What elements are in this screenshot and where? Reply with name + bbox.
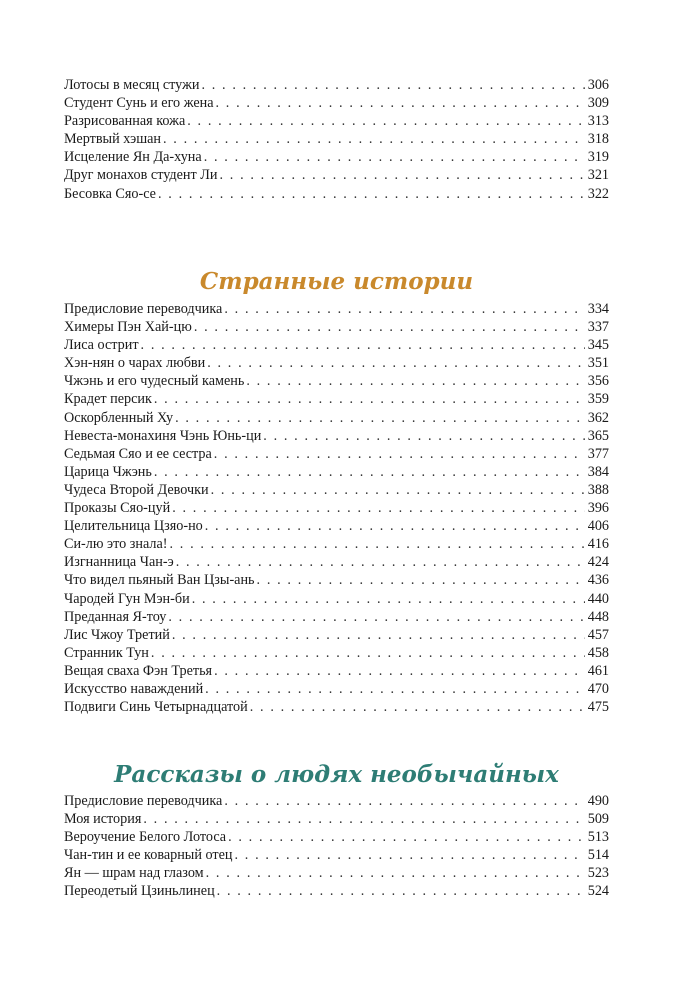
dot-leader: [201, 76, 584, 94]
dot-leader: [169, 535, 584, 553]
dot-leader: [151, 644, 585, 662]
toc-entry-title: Ян — шрам над глазом: [64, 865, 204, 882]
toc-entry-page-number: 509: [587, 811, 609, 828]
toc-entry-title: Лотосы в месяц стужи: [64, 77, 200, 93]
toc-entry-page-number: 362: [587, 409, 609, 426]
toc-entry-title: Вероучение Белого Лотоса: [64, 829, 227, 846]
toc-entry: [64, 427, 609, 445]
toc-entry-page-number: 436: [587, 572, 609, 589]
toc-entry-title: Чародей Гун Мэн-би: [64, 590, 190, 607]
toc-entry-page-number: 475: [587, 699, 609, 716]
toc-entry-title: Хэн-нян о чарах любви: [64, 355, 206, 372]
toc-entry-page-number: 514: [587, 847, 609, 864]
toc-entry-page-number: 334: [587, 301, 609, 317]
toc-entry-page-number: 359: [587, 391, 609, 408]
toc-entry-title: Оскорбленный Ху: [64, 409, 174, 426]
toc-entry: [64, 828, 609, 846]
toc-entry-title: Предисловие переводчика: [64, 793, 223, 809]
toc-entry: [64, 864, 609, 882]
dot-leader: [214, 662, 585, 680]
dot-leader: [205, 517, 585, 535]
toc-entry-page-number: 365: [587, 427, 609, 444]
toc-entry-page-number: 313: [587, 113, 609, 130]
toc-entry: [64, 481, 609, 499]
toc-entry: [64, 185, 609, 203]
toc-entry-page-number: 388: [587, 481, 609, 498]
dot-leader: [163, 130, 585, 148]
toc-entry-page-number: 337: [587, 319, 609, 336]
toc-entry-page-number: 318: [587, 131, 609, 148]
toc-entry-title: Предисловие переводчика: [64, 301, 223, 317]
dot-leader: [187, 112, 584, 130]
dot-leader: [211, 481, 585, 499]
toc-entry: [64, 94, 609, 112]
toc-entry-title: Преданная Я-тоу: [64, 608, 167, 625]
dot-leader: [141, 336, 585, 354]
toc-entry-title: Крадет персик: [64, 391, 152, 408]
toc-entry-title: Лиса острит: [64, 337, 139, 354]
toc-entry-page-number: 524: [587, 883, 609, 900]
toc-entry-title: Си-лю это знала!: [64, 536, 168, 553]
dot-leader: [250, 698, 585, 716]
toc-entry-page-number: 440: [587, 590, 609, 607]
toc-section-strange-stories: [64, 300, 609, 716]
toc-entry: [64, 445, 609, 463]
toc-entry-title: Переодетый Цзиньлинец: [64, 883, 215, 900]
toc-entry: [64, 372, 609, 390]
toc-entry-page-number: 356: [587, 373, 609, 390]
dot-leader: [168, 608, 584, 626]
toc-entry: [64, 608, 609, 626]
dot-leader: [216, 94, 585, 112]
dot-leader: [143, 810, 584, 828]
dot-leader: [204, 148, 585, 166]
toc-entry-title: Невеста-монахиня Чэнь Юнь-ци: [64, 427, 262, 444]
toc-entry: [64, 792, 609, 810]
toc-entry: [64, 810, 609, 828]
toc-entry: [64, 499, 609, 517]
toc-entry-page-number: 306: [587, 77, 609, 93]
toc-entry: [64, 300, 609, 318]
toc-entry-page-number: 322: [587, 185, 609, 202]
dot-leader: [263, 427, 584, 445]
toc-entry: [64, 390, 609, 408]
toc-entry: [64, 463, 609, 481]
toc-entry-title: Что видел пьяный Ван Цзы-ань: [64, 572, 255, 589]
toc-entry: [64, 626, 609, 644]
dot-leader: [205, 680, 585, 698]
toc-entry-page-number: 470: [587, 680, 609, 697]
toc-entry-page-number: 461: [587, 662, 609, 679]
section-heading-strange-stories: Странные истории: [199, 268, 474, 295]
toc-entry-title: Седьмая Сяо и ее сестра: [64, 445, 212, 462]
toc-entry-title: Чжэнь и его чудесный камень: [64, 373, 245, 390]
toc-entry: [64, 662, 609, 680]
toc-entry-page-number: 457: [587, 626, 609, 643]
toc-entry: [64, 698, 609, 716]
dot-leader: [217, 882, 585, 900]
section-heading-unusual-people: Рассказы о людях необычайных: [114, 761, 559, 788]
toc-entry-title: Подвиги Синь Четырнадцатой: [64, 699, 248, 716]
toc-entry: [64, 535, 609, 553]
toc-entry: [64, 644, 609, 662]
dot-leader: [219, 166, 584, 184]
toc-entry: [64, 354, 609, 372]
toc-entry: [64, 882, 609, 900]
toc-entry-title: Вещая сваха Фэн Третья: [64, 662, 213, 679]
toc-entry: [64, 680, 609, 698]
toc-section-unusual-people: [64, 792, 609, 901]
toc-entry-page-number: 309: [587, 95, 609, 112]
dot-leader: [214, 445, 585, 463]
dot-leader: [158, 185, 585, 203]
toc-entry-page-number: 416: [587, 536, 609, 553]
dot-leader: [206, 864, 585, 882]
toc-entry-page-number: 513: [587, 829, 609, 846]
dot-leader: [175, 409, 585, 427]
toc-entry-page-number: 321: [587, 167, 609, 184]
toc-entry-title: Целительница Цзяо-но: [64, 518, 203, 535]
toc-entry-title: Исцеление Ян Да-хуна: [64, 149, 202, 166]
dot-leader: [257, 571, 585, 589]
toc-entry-title: Студент Сунь и его жена: [64, 95, 214, 112]
toc-entry-page-number: 377: [587, 445, 609, 462]
toc-entry-title: Чан-тин и ее коварный отец: [64, 847, 233, 864]
toc-entry-page-number: 490: [587, 793, 609, 809]
toc-entry: [64, 148, 609, 166]
toc-entry-title: Проказы Сяо-цуй: [64, 500, 171, 517]
toc-entry-page-number: 448: [587, 608, 609, 625]
toc-entry-title: Моя история: [64, 811, 142, 828]
toc-entry-title: Друг монахов студент Ли: [64, 167, 218, 184]
toc-entry: [64, 112, 609, 130]
toc-entry: [64, 590, 609, 608]
toc-entry-title: Бесовка Сяо-се: [64, 185, 156, 202]
toc-entry: [64, 409, 609, 427]
dot-leader: [176, 553, 585, 571]
dot-leader: [192, 590, 585, 608]
dot-leader: [154, 390, 585, 408]
toc-entry-page-number: 384: [587, 463, 609, 480]
toc-entry: [64, 318, 609, 336]
dot-leader: [172, 499, 585, 517]
toc-entry-page-number: 406: [587, 518, 609, 535]
dot-leader: [154, 463, 585, 481]
toc-entry-title: Царица Чжэнь: [64, 463, 152, 480]
toc-entry-title: Химеры Пэн Хай-цю: [64, 319, 192, 336]
toc-entry: [64, 166, 609, 184]
toc-entry-title: Разрисованная кожа: [64, 113, 186, 130]
toc-entry: [64, 517, 609, 535]
toc-entry: [64, 76, 609, 94]
dot-leader: [224, 792, 584, 810]
dot-leader: [228, 828, 585, 846]
toc-entry-title: Изгнанница Чан-э: [64, 554, 174, 571]
toc-entry-page-number: 396: [587, 500, 609, 517]
dot-leader: [172, 626, 585, 644]
toc-entry-page-number: 319: [587, 149, 609, 166]
toc-entry-page-number: 523: [587, 865, 609, 882]
toc-entry: [64, 553, 609, 571]
toc-entry: [64, 846, 609, 864]
toc-section-continued: [64, 76, 609, 203]
toc-entry-title: Мертвый хэшан: [64, 131, 162, 148]
toc-entry-title: Чудеса Второй Девочки: [64, 481, 209, 498]
toc-entry-page-number: 351: [587, 355, 609, 372]
toc-entry: [64, 130, 609, 148]
dot-leader: [194, 318, 585, 336]
toc-entry: [64, 571, 609, 589]
dot-leader: [207, 354, 585, 372]
toc-entry-page-number: 424: [587, 554, 609, 571]
toc-entry-page-number: 345: [587, 337, 609, 354]
toc-entry-title: Странник Тун: [64, 644, 149, 661]
toc-entry: [64, 336, 609, 354]
dot-leader: [246, 372, 584, 390]
toc-entry-title: Лис Чжоу Третий: [64, 626, 170, 643]
toc-entry-title: Искусство наваждений: [64, 680, 204, 697]
dot-leader: [224, 300, 584, 318]
toc-entry-page-number: 458: [587, 644, 609, 661]
dot-leader: [234, 846, 584, 864]
